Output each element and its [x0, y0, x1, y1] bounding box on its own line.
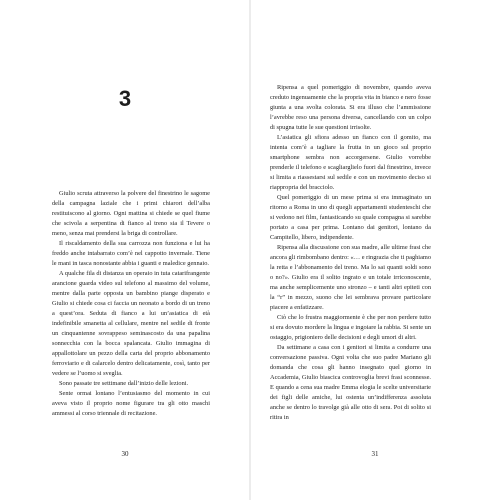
paragraph: Sente ormai lontano l’entusiasmo del momento in cui aveva visto il proprio nome figurare tra gli otto maschi ammessi al corso triennale di recitazione. — [52, 390, 210, 417]
paragraph: L’asiatica gli sfiora adesso un fianco con il gomito, ma intenta com’è a tagliare la frutta in un gioco sul proprio smartphone sembra non accorgersene. Giulio vorrebbe prenderle il telefono e scagliarglielo fuori dal finestrino, invece si limita a riassestarsi sul sedile e con un movimento deciso si riappropria del bracciolo. — [270, 134, 431, 191]
paragraph: Giulio scruta attraverso la polvere del finestrino le sagome della campagna laziale che i primi chiarori dell’alba restituiscono al giorno. Ogni mattina si chiede se quel fiume che scivola a serpentina di fianco al treno sia il Tevere o meno, senza mai prendersi la briga di controllare. — [52, 190, 210, 237]
paragraph: Sono passate tre settimane dall’inizio delle lezioni. — [59, 380, 189, 387]
right-page-body — [270, 83, 431, 423]
chapter-number: 3 — [118, 86, 132, 111]
page-number: 30 — [121, 450, 129, 458]
right-page — [250, 0, 500, 500]
paragraph: A qualche fila di distanza un operaio in tuta catarifrangente arancione guarda video sul telefono al massimo del volume, mentre dalla parte opposta un bambino piange disperato e Giulio si chiede cosa ci faccia un neonato a bordo di un treno a quest’ora. Seduta di fianco a lui un’asiatica di età indefinibile smanetta al cellulare, mentre nel sedile di fronte un cinquantenne sovrappeso seminascosto da una papalina sonnecchia con la bocca spalancata. Giulio immagina di appallottolare un pezzo della carta del proprio abbonamento ferroviario e di calarcelo dentro delicatamente, così, tanto per vedere se l’uomo si sveglia. — [52, 270, 210, 377]
page-number: 31 — [371, 450, 379, 458]
paragraph: Da settimane a casa con i genitori si limita a condurre una conversazione passiva. Ogni volta che suo padre Mariano gli domanda che cosa gli hanno insegnato quel giorno in Accademia, Giulio biascica controvoglia brevi frasi sconnesse. E quando a cena sua madre Emma elogia le scelte universitarie dei figli delle amiche, lui ostenta un’indifferenza assoluta anche se dentro lo travolge già alle otto di sera. Poi di solito si ritira in — [270, 344, 431, 421]
left-page-body — [52, 189, 210, 419]
paragraph: Ripensa alla discussione con sua madre, alle ultime frasi che ancora gli rimbombano dentro: «… e ringrazia che ti paghiamo la retta e l’abbonamento del treno. Ma lo sai quanti soldi sono o no?». Giulio era il solito ingrato e un totale irriconoscente, ma anche semplicemente uno stronzo – e tanti altri epiteti con la “r” in mezzo, suono che lei sembrava provare particolare piacere a enfatizzare. — [270, 244, 431, 311]
paragraph: Il riscaldamento della sua carrozza non funziona e lui ha freddo anche intabarrato com’è nel cappotto invernale. Tiene le mani in tasca nonostante abbia i guanti e maledice gennaio. — [52, 240, 210, 267]
paragraph: Ciò che lo frustra maggiormente è che per non perdere tutto si era dovuto mordere la lingua e ingoiare la rabbia. Si sente un ostaggio, prigioniero delle decisioni e degli umori di altri. — [270, 314, 431, 341]
paragraph: Quel pomeriggio di un mese prima si era immaginato un ritorno a Roma in uno di quegli appartamenti studenteschi che si vedono nei film, fantasticando su quale compagna si sarebbe portato a casa per prima. Lontano dai genitori, lontano da Campitello, libero, indipendente. — [270, 194, 431, 241]
paragraph: Ripensa a quel pomeriggio di novembre, quando aveva creduto ingenuamente che la propria vita in bianco e nero fosse giunta a una svolta colorata. Si era illuso che l’ammissione l’avrebbe reso una persona diversa, cancellando con un colpo di spugna tutte le sue questioni irrisolte. — [270, 84, 431, 131]
